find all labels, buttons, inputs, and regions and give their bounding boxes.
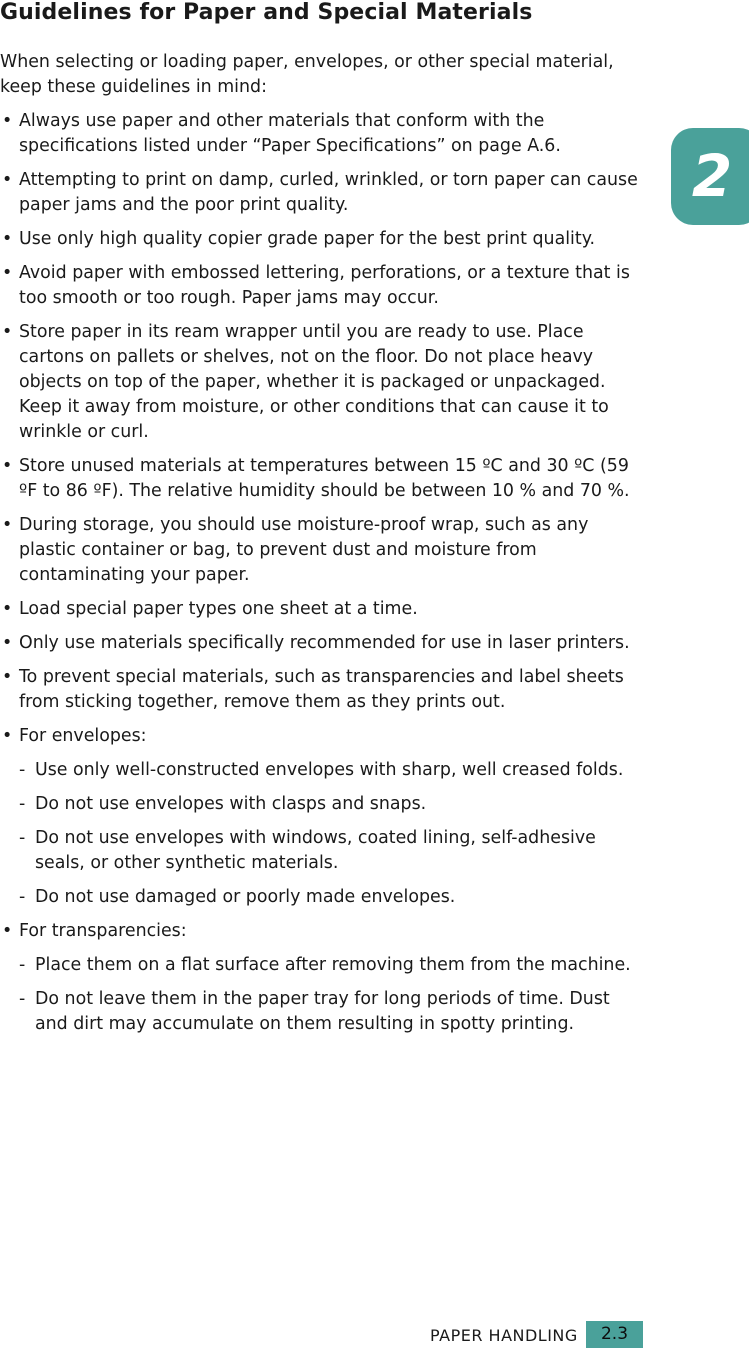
chapter-tab	[671, 128, 749, 225]
guideline-text: Avoid paper with embossed lettering, perforations, or a texture that is too smooth or too rough. Paper jams may occur.	[19, 263, 630, 308]
guideline-bullet	[0, 168, 640, 218]
dash-icon: -	[19, 760, 26, 780]
bullet-icon: •	[2, 170, 13, 190]
envelope-item	[0, 758, 640, 783]
bullet-icon: •	[2, 667, 13, 687]
guideline-text: Load special paper types one sheet at a time.	[19, 599, 418, 619]
transparency-item	[0, 987, 640, 1037]
dash-icon: -	[19, 989, 26, 1009]
footer-section-title: PAPER HANDLING	[430, 1326, 578, 1345]
guideline-text: To prevent special materials, such as transparencies and label sheets from sticking together, remove them as they prints out.	[19, 667, 624, 712]
guidelines-body	[0, 50, 640, 1046]
bullet-icon: •	[2, 633, 13, 653]
bullet-icon: •	[2, 599, 13, 619]
envelopes-bullet	[0, 724, 640, 749]
envelope-item-text: Do not use envelopes with clasps and snaps.	[35, 794, 427, 814]
guideline-text: Store paper in its ream wrapper until you are ready to use. Place cartons on pallets or shelves, not on the floor. Do not place heavy objects on top of the paper, whether it is packaged or unpackaged. Keep it away from moisture, or other conditions that can cause it to wrinkle or curl.	[19, 322, 609, 442]
intro-paragraph: When selecting or loading paper, envelopes, or other special material, keep these guidelines in mind:	[0, 52, 614, 97]
guideline-bullet	[0, 454, 640, 504]
bullet-icon: •	[2, 726, 13, 746]
page-title: Guidelines for Paper and Special Materials	[0, 0, 533, 25]
dash-icon: -	[19, 887, 26, 907]
guideline-bullet	[0, 261, 640, 311]
page-number: 2.3	[586, 1321, 643, 1348]
guideline-bullet	[0, 109, 640, 159]
guideline-text: Always use paper and other materials that conform with the specifications listed under “Paper Specifications” on page A.6.	[19, 111, 561, 156]
guideline-bullet	[0, 513, 640, 588]
guideline-bullet	[0, 597, 640, 622]
bullet-icon: •	[2, 229, 13, 249]
bullet-icon: •	[2, 263, 13, 283]
envelope-item-text: Do not use envelopes with windows, coated lining, self-adhesive seals, or other synthetic materials.	[35, 828, 596, 873]
bullet-icon: •	[2, 921, 13, 941]
transparency-item-text: Place them on a flat surface after removing them from the machine.	[35, 955, 631, 975]
envelope-item-text: Do not use damaged or poorly made envelopes.	[35, 887, 456, 907]
transparency-item	[0, 953, 640, 978]
guideline-text: Attempting to print on damp, curled, wrinkled, or torn paper can cause paper jams and the poor print quality.	[19, 170, 638, 215]
bullet-icon: •	[2, 515, 13, 535]
envelope-item	[0, 885, 640, 910]
guideline-text: During storage, you should use moisture-proof wrap, such as any plastic container or bag, to prevent dust and moisture from contaminating your paper.	[19, 515, 589, 585]
dash-icon: -	[19, 828, 26, 848]
chapter-number: 2	[691, 142, 733, 210]
guideline-bullet	[0, 227, 640, 252]
bullet-icon: •	[2, 111, 13, 131]
guideline-text: Only use materials specifically recommended for use in laser printers.	[19, 633, 630, 653]
bullet-icon: •	[2, 322, 13, 342]
transparencies-bullet	[0, 919, 640, 944]
envelopes-label: For envelopes:	[19, 726, 147, 746]
envelope-item-text: Use only well-constructed envelopes with sharp, well creased folds.	[35, 760, 624, 780]
guideline-bullet	[0, 631, 640, 656]
guideline-text: Store unused materials at temperatures between 15 ºC and 30 ºC (59 ºF to 86 ºF). The relative humidity should be between 10 % and 70 %.	[19, 456, 630, 501]
dash-icon: -	[19, 794, 26, 814]
envelope-item	[0, 826, 640, 876]
bullet-icon: •	[2, 456, 13, 476]
guideline-text: Use only high quality copier grade paper for the best print quality.	[19, 229, 596, 249]
envelope-item	[0, 792, 640, 817]
guideline-bullet	[0, 665, 640, 715]
guideline-bullet	[0, 320, 640, 445]
dash-icon: -	[19, 955, 26, 975]
transparencies-label: For transparencies:	[19, 921, 187, 941]
transparency-item-text: Do not leave them in the paper tray for long periods of time. Dust and dirt may accumulate on them resulting in spotty printing.	[35, 989, 610, 1034]
